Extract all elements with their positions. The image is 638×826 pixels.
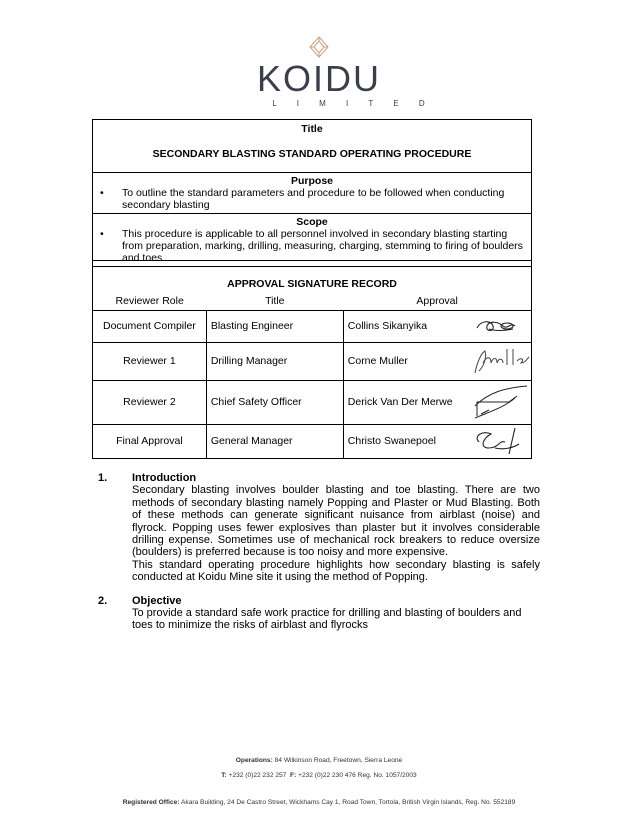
section-objective <box>98 595 540 632</box>
reviewer-role: Document Compiler <box>93 310 207 342</box>
signature-icon <box>469 426 531 456</box>
reviewer-role: Reviewer 1 <box>93 342 207 380</box>
footer-registered-office <box>0 799 638 806</box>
signature-icon <box>469 382 531 422</box>
col-title: Title <box>265 294 285 307</box>
footer-fax: +232 (0)22 230 476 Reg. No. 1057/2003 <box>298 772 417 779</box>
section-title: Objective <box>132 594 182 607</box>
signature-cell <box>469 424 532 458</box>
table-row <box>93 424 532 458</box>
section-introduction <box>98 472 540 584</box>
col-approval: Approval <box>343 292 531 310</box>
reviewer-title: Blasting Engineer <box>206 310 343 342</box>
footer-reg-address: Akara Building, 24 De Castro Street, Wickhams Cay 1, Road Town, Tortola, British Virgin Islands, Reg. No. 552189 <box>181 799 516 806</box>
section-paragraph: This standard operating procedure highlights how secondary blasting is safely conducted at Koidu Mine site it using the method of Popping. <box>132 558 540 584</box>
title-cell <box>93 120 532 173</box>
table-row <box>93 342 532 380</box>
reviewer-role: Final Approval <box>93 424 207 458</box>
footer-contact <box>0 772 638 779</box>
reviewer-name: Derick Van Der Merwe <box>343 380 469 424</box>
procedure-header-table <box>92 119 532 267</box>
bullet-icon: • <box>100 228 104 240</box>
reviewer-name: Corne Muller <box>343 342 469 380</box>
footer-tel-label: T: <box>221 772 227 779</box>
footer-ops-label: Operations: <box>235 757 273 764</box>
footer-tel: +232 (0)22 232 257 <box>228 772 287 779</box>
footer-reg-label: Registered Office: <box>122 799 180 806</box>
section-title: Introduction <box>132 472 197 484</box>
scope-text: This procedure is applicable to all personnel involved in secondary blasting starting from preparation, marking, drilling, measuring, charging, stemming to firing of boulders and toes <box>122 228 523 264</box>
section-number: 2. <box>98 594 108 607</box>
reviewer-title: Chief Safety Officer <box>206 380 343 424</box>
table-row <box>93 380 532 424</box>
reviewer-role: Reviewer 2 <box>93 380 207 424</box>
logo-wordmark: KOIDU <box>256 58 381 99</box>
signature-cell <box>469 380 532 424</box>
scope-cell <box>93 214 532 267</box>
purpose-label: Purpose <box>290 175 333 187</box>
approval-signature-table <box>92 260 532 459</box>
section-paragraph: To provide a standard safe work practice for drilling and blasting of boulders and toes to minimize the risks of airblast and flyrocks <box>132 607 522 632</box>
document-body <box>98 472 540 632</box>
reviewer-name: Collins Sikanyika <box>343 310 469 342</box>
section-paragraph: Secondary blasting involves boulder blasting and toe blasting. There are two methods of secondary blasting namely Popping and Plaster or Mud Blasting. Both of these methods can generate significant nuisance from airblast (noise) and flyrock. Popping uses fewer explosives than plaster but it involves considerable drilling expense. Sometimes use of mechanical rock breakers to reduce oversize (boulders) is preferred because is too noisy and more expensive. <box>132 484 540 559</box>
diamond-logo-icon <box>309 36 329 58</box>
section-number: 1. <box>98 472 108 484</box>
purpose-cell <box>93 173 532 214</box>
company-logo <box>0 36 638 108</box>
footer-operations <box>0 757 638 764</box>
col-reviewer-role: Reviewer Role <box>93 292 207 310</box>
signature-icon <box>469 314 529 338</box>
bullet-icon: • <box>100 187 104 199</box>
table-row <box>93 310 532 342</box>
footer-fax-label: F: <box>290 772 297 779</box>
approval-heading: APPROVAL SIGNATURE RECORD <box>93 261 532 293</box>
reviewer-title: General Manager <box>206 424 343 458</box>
reviewer-title: Drilling Manager <box>206 342 343 380</box>
document-title: SECONDARY BLASTING STANDARD OPERATING PROCEDURE <box>152 148 472 160</box>
title-label: Title <box>301 123 323 135</box>
logo-subtitle: L I M I T E D <box>272 99 434 108</box>
footer-ops-address: 84 Wilkinson Road, Freetown, Sierra Leone <box>274 757 403 764</box>
reviewer-name: Christo Swanepoel <box>343 424 469 458</box>
scope-label: Scope <box>296 216 328 228</box>
signature-icon <box>469 345 531 377</box>
signature-cell <box>469 342 532 380</box>
purpose-text: To outline the standard parameters and procedure to be followed when conducting secondary blasting <box>122 187 505 211</box>
signature-cell <box>469 310 532 342</box>
